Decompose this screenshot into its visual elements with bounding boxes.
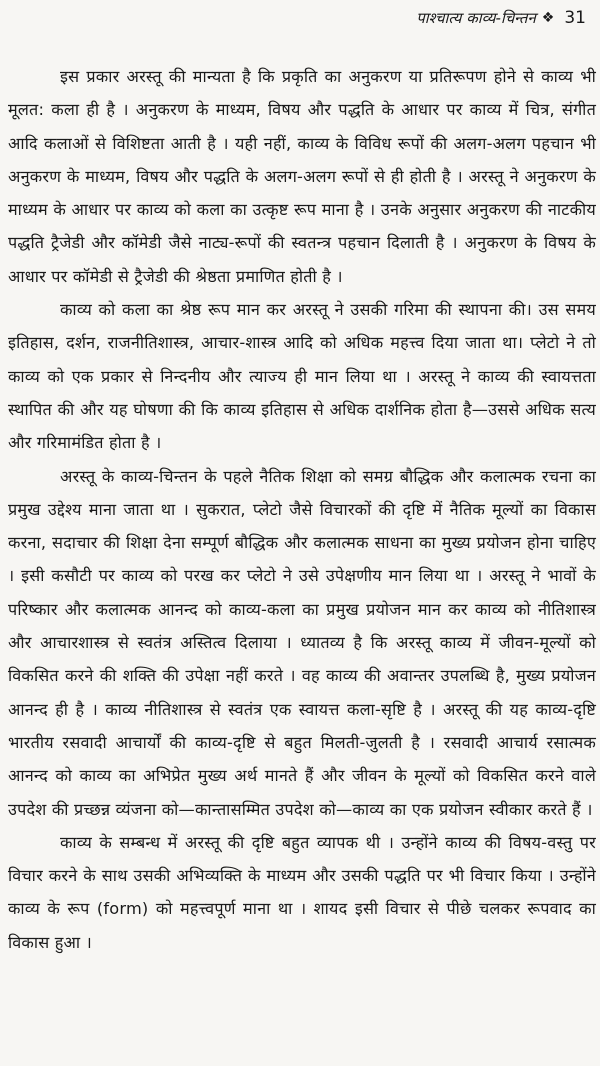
page-body xyxy=(8,60,596,959)
paragraph: काव्य के सम्बन्ध में अरस्तू की दृष्टि बहुत व्यापक थी । उन्होंने काव्य की विषय-वस्तु पर विचार करने के साथ उसकी अभिव्यक्ति के माध्यम और उसकी पद्धति पर भी विचार किया । उन्होंने काव्य के रूप (form) को महत्त्वपूर्ण माना था । शायद इसी विचार से पीछे चलकर रूपवाद का विकास हुआ । xyxy=(8,832,596,952)
paragraph: अरस्तू के काव्य-चिन्तन के पहले नैतिक शिक्षा को समग्र बौद्धिक और कलात्मक रचना का प्रमुख उद्देश्य माना जाता था । सुकरात, प्लेटो जैसे विचारकों की दृष्टि में नैतिक मूल्यों का विकास करना, सदाचार की शिक्षा देना सम्पूर्ण बौद्धिक और कलात्मक साधना का मुख्य प्रयोजन होना चाहिए । इसी कसौटी पर काव्य को परख कर प्लेटो ने उसे उपेक्षणीय मान लिया था । अरस्तू ने भावों के परिष्कार और कलात्मक आनन्द को काव्य-कला का प्रमुख प्रयोजन मान कर काव्य को नीतिशास्त्र और आचारशास्त्र से स्वतंत्र अस्तित्व दिलाया । ध्यातव्य है कि अरस्तू काव्य में जीवन-मूल्यों को विकसित करने की शक्ति की उपेक्षा नहीं करते । वह काव्य की अवान्तर उपलब्धि है, मुख्य प्रयोजन आनन्द ही है । काव्य नीतिशास्त्र से स्वतंत्र एक स्वायत्त कला-सृष्टि है । अरस्तू की यह काव्य-दृष्टि भारतीय रसवादी आचार्यों की काव्य-दृष्टि से बहुत मिलती-जुलती है । रसवादी आचार्य रसात्मक आनन्द को काव्य का अभिप्रेत मुख्य अर्थ मानते हैं और जीवन के मूल्यों को विकसित करने वाले उपदेश की प्रच्छन्न व्यंजना को—कान्तासम्मित उपदेश को—काव्य का एक प्रयोजन स्वीकार करते हैं । xyxy=(8,466,596,819)
running-title: पाश्चात्य काव्य-चिन्तन xyxy=(416,9,536,27)
diamond-separator-icon: ❖ xyxy=(541,10,555,26)
running-header xyxy=(416,8,586,28)
paragraph: काव्य को कला का श्रेष्ठ रूप मान कर अरस्तू ने उसकी गरिमा की स्थापना की। उस समय इतिहास, दर्शन, राजनीतिशास्त्र, आचार-शास्त्र आदि को अधिक महत्त्व दिया जाता था। प्लेटो ने तो काव्य को एक प्रकार से निन्दनीय और त्याज्य ही मान लिया था । अरस्तू ने काव्य की स्वायत्तता स्थापित की और यह घोषणा की कि काव्य इतिहास से अधिक दार्शनिक होता है—उससे अधिक सत्य और गरिमामंडित होता है । xyxy=(8,300,596,453)
page-number: 31 xyxy=(564,8,586,28)
paragraph: इस प्रकार अरस्तू की मान्यता है कि प्रकृति का अनुकरण या प्रतिरूपण होने से काव्य भी मूलत: कला ही है । अनुकरण के माध्यम, विषय और पद्धति के आधार पर काव्य में चित्र, संगीत आदि कलाओं से विशिष्टता आती है । यही नहीं, काव्य के विविध रूपों की अलग-अलग पहचान भी अनुकरण के माध्यम, विषय और पद्धति के अलग-अलग रूपों से ही होती है । अरस्तू ने अनुकरण के माध्यम के आधार पर काव्य को कला का उत्कृष्ट रूप माना है । उनके अनुसार अनुकरण की नाटकीय पद्धति ट्रैजेडी और कॉमेडी जैसे नाट्य-रूपों की स्वतन्त्र पहचान दिलाती है । अनुकरण के विषय के आधार पर कॉमेडी से ट्रैजेडी की श्रेष्ठता प्रमाणित होती है । xyxy=(8,67,596,286)
